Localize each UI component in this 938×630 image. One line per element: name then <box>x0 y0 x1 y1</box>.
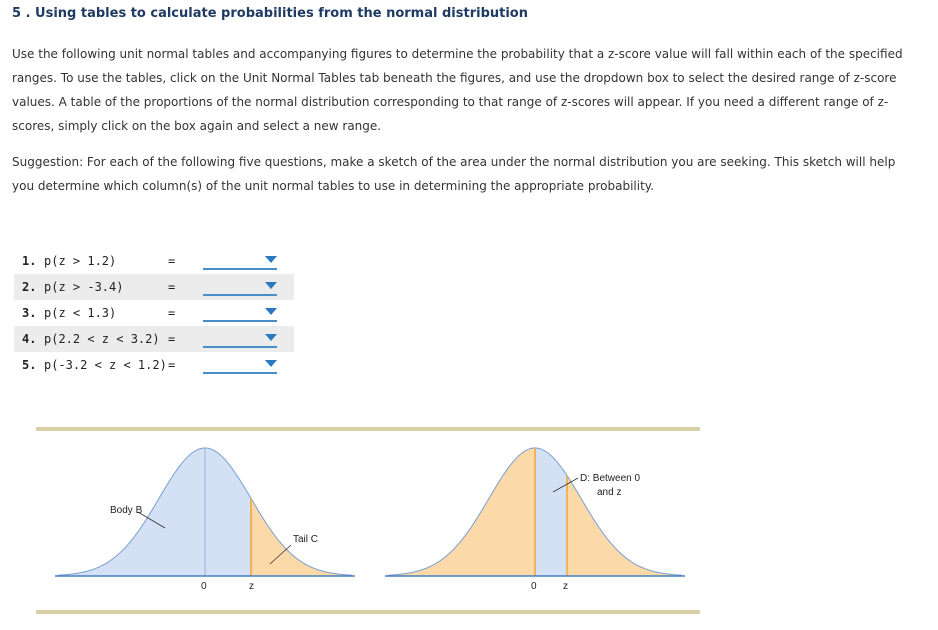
zero-tick-label: 0 <box>531 581 537 592</box>
question-expression: p(z < 1.3) <box>44 306 117 320</box>
question-expression: p(z > 1.2) <box>44 254 117 268</box>
question-heading: 5 . Using tables to calculate probabilities from the normal distribution <box>12 6 528 21</box>
question-expression: p(-3.2 < z < 1.2) <box>44 358 167 372</box>
left-shaded-region <box>388 448 535 576</box>
between-label-line1: D: Between 0 <box>580 473 641 484</box>
right-shaded-region <box>567 476 682 576</box>
equals-sign: = <box>168 280 176 294</box>
body-region <box>58 448 251 576</box>
equals-sign: = <box>168 254 176 268</box>
z-tick-label: z <box>563 581 568 592</box>
question-number: 3. <box>22 306 37 320</box>
between-region <box>535 448 567 576</box>
question-expression: p(2.2 < z < 3.2) <box>44 332 160 346</box>
z-tick-label: z <box>249 581 254 592</box>
question-expression: p(z > -3.4) <box>44 280 124 294</box>
zero-tick-label: 0 <box>201 581 207 592</box>
equals-sign: = <box>168 332 176 346</box>
equals-sign: = <box>168 306 176 320</box>
equals-sign: = <box>168 358 176 372</box>
question-number: 2. <box>22 280 37 294</box>
tail-c-label: Tail C <box>293 534 319 545</box>
question-number: 5. <box>22 358 37 372</box>
body-b-label: Body B <box>110 505 143 516</box>
between-label-line2: and z <box>597 487 622 498</box>
left-normal-curve <box>55 448 355 592</box>
question-number: 4. <box>22 332 37 346</box>
right-normal-curve <box>385 448 685 592</box>
instructions-paragraph: Use the following unit normal tables and accompanying figures to determine the probability that a z-score value will fall within each of the specified ranges. To use the tables, click on the Unit Normal Tables tab beneath the figures, and use the dropdown box to select the desired range of z-score values. A table of the proportions of the normal distribution corresponding to that range of z-scores will appear. If you need a different range of z-scores, simply click on the box again and select a new range. <box>12 47 903 133</box>
suggestion-paragraph: Suggestion: For each of the following five questions, make a sketch of the area under the normal distribution you are seeking. This sketch will help you determine which column(s) of the unit normal tables to use in determining the appropriate probability. <box>12 155 896 193</box>
question-number: 1. <box>22 254 37 268</box>
